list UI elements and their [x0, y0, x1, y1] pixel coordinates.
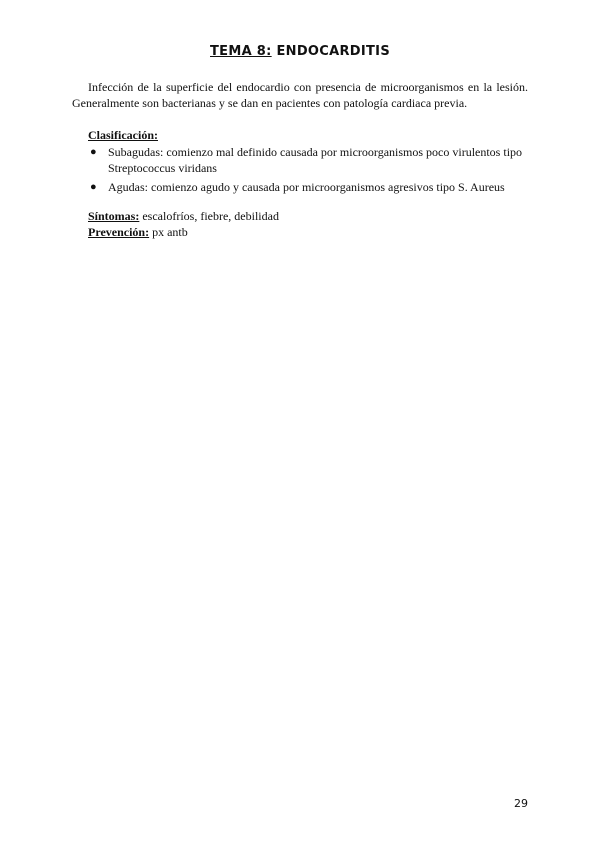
page-number: 29: [514, 797, 528, 810]
list-item: [88, 144, 528, 176]
classification-list: [88, 144, 528, 198]
list-item-text: Subagudas: comienzo mal definido causada por microorganismos poco virulentos tipo Streptococcus viridans: [108, 145, 523, 175]
intro-paragraph: Infección de la superficie del endocardio con presencia de microorganismos en la lesión. Generalmente son bacterianas y se dan en pacientes con patología cardiaca previa.: [72, 80, 528, 110]
list-item: [88, 179, 528, 195]
bullet-icon: ●: [90, 181, 97, 193]
page-title: [0, 44, 600, 59]
symptoms-text: escalofríos, fiebre, debilidad: [139, 209, 279, 223]
prevention-line: [88, 224, 188, 240]
prevention-label: Prevención:: [88, 225, 150, 239]
list-item-text: Agudas: comienzo agudo y causada por microorganismos agresivos tipo S. Aureus: [108, 180, 505, 194]
prevention-text: px antb: [149, 225, 188, 239]
title-main: ENDOCARDITIS: [276, 44, 390, 59]
bullet-icon: ●: [90, 146, 97, 158]
title-prefix: TEMA 8:: [210, 44, 272, 59]
symptoms-label: Síntomas:: [88, 209, 140, 223]
symptoms-line: [88, 208, 279, 224]
classification-heading: Clasificación:: [88, 128, 158, 142]
